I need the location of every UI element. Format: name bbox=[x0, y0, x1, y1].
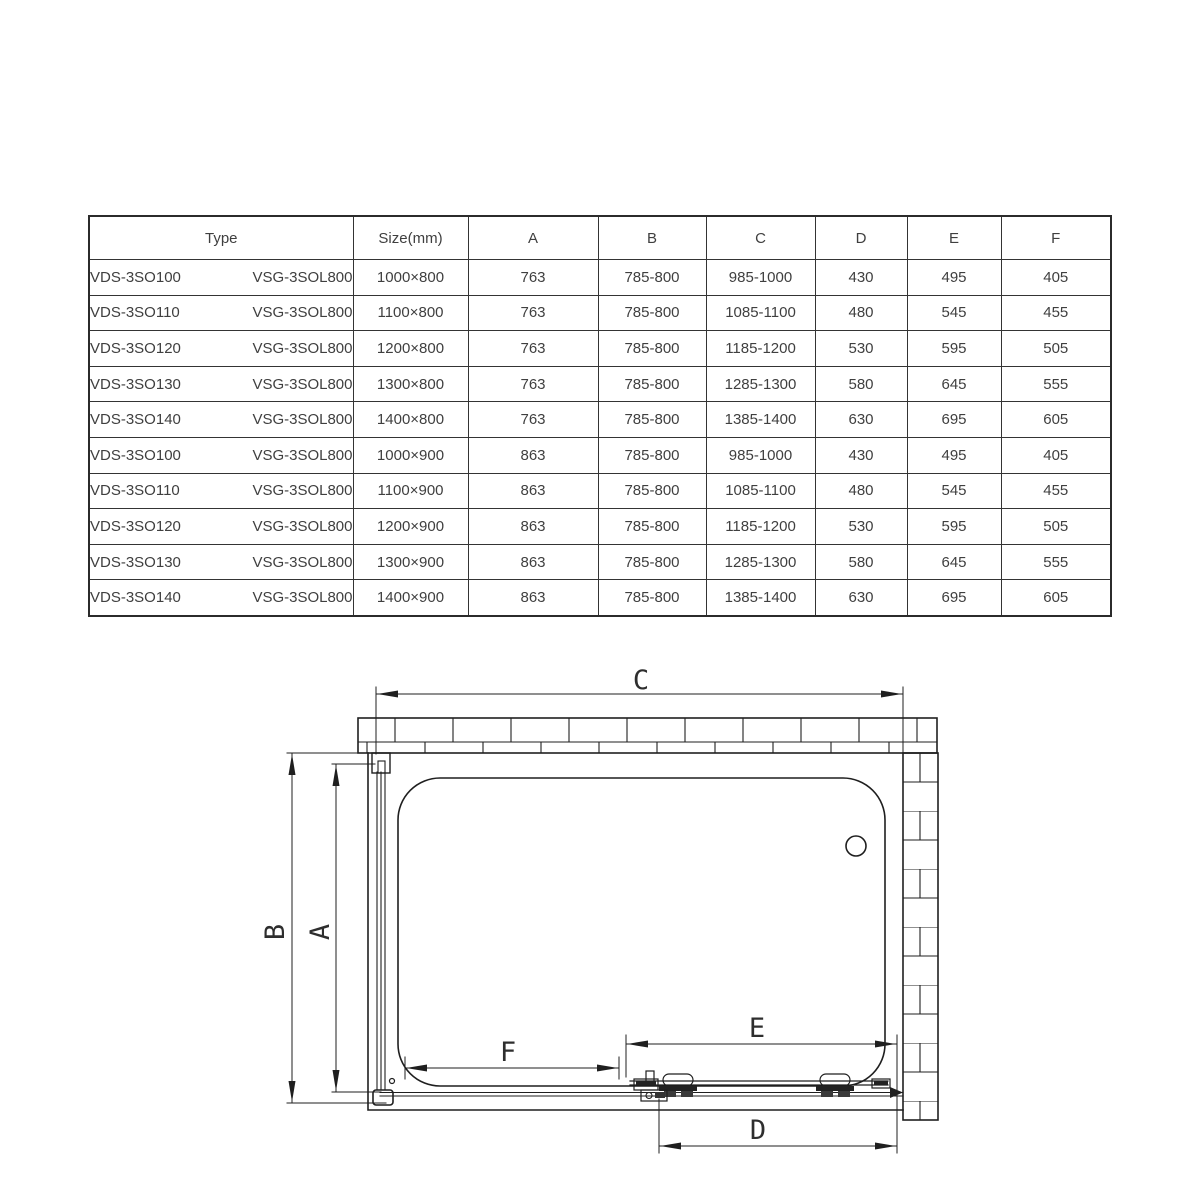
dimension-f bbox=[405, 1037, 619, 1079]
cell-type bbox=[89, 260, 353, 296]
cell-c: 1285-1300 bbox=[706, 366, 815, 402]
cell-type bbox=[89, 402, 353, 438]
spec-table-container bbox=[88, 215, 1110, 617]
cell-f: 455 bbox=[1001, 295, 1111, 331]
cell-d: 580 bbox=[815, 544, 907, 580]
glass-code: VSG-3SOL800 bbox=[252, 446, 353, 464]
model-code: VDS-3SO140 bbox=[90, 411, 181, 429]
cell-b: 785-800 bbox=[598, 331, 706, 367]
cell-e: 695 bbox=[907, 580, 1001, 616]
glass-code: VSG-3SOL800 bbox=[252, 482, 353, 500]
cell-e: 645 bbox=[907, 544, 1001, 580]
glass-code: VSG-3SOL800 bbox=[252, 589, 353, 607]
dimension-a bbox=[305, 764, 381, 1092]
cell-b: 785-800 bbox=[598, 544, 706, 580]
dimension-label-b: B bbox=[260, 923, 291, 941]
col-header-d: D bbox=[815, 216, 907, 260]
table-row bbox=[89, 402, 1111, 438]
cell-d: 430 bbox=[815, 437, 907, 473]
cell-d: 480 bbox=[815, 295, 907, 331]
table-row bbox=[89, 580, 1111, 616]
dimension-label-d: D bbox=[749, 1115, 767, 1146]
cell-c: 1285-1300 bbox=[706, 544, 815, 580]
cell-e: 595 bbox=[907, 331, 1001, 367]
dimension-label-a: A bbox=[305, 923, 336, 941]
cell-e: 545 bbox=[907, 295, 1001, 331]
cell-a: 863 bbox=[468, 544, 598, 580]
model-code: VDS-3SO130 bbox=[90, 375, 181, 393]
model-code: VDS-3SO140 bbox=[90, 589, 181, 607]
cell-f: 605 bbox=[1001, 402, 1111, 438]
cell-f: 455 bbox=[1001, 473, 1111, 509]
cell-size: 1400×900 bbox=[353, 580, 468, 616]
model-code: VDS-3SO110 bbox=[90, 304, 180, 322]
cell-c: 1085-1100 bbox=[706, 295, 815, 331]
cell-a: 763 bbox=[468, 331, 598, 367]
cell-a: 763 bbox=[468, 402, 598, 438]
cell-type bbox=[89, 366, 353, 402]
cell-a: 863 bbox=[468, 580, 598, 616]
table-row bbox=[89, 509, 1111, 545]
cell-type bbox=[89, 509, 353, 545]
table-row bbox=[89, 295, 1111, 331]
dimension-label-e: E bbox=[748, 1013, 766, 1044]
shower-tray bbox=[398, 778, 885, 1086]
cell-c: 1385-1400 bbox=[706, 580, 815, 616]
glass-code: VSG-3SOL800 bbox=[252, 268, 353, 286]
cell-b: 785-800 bbox=[598, 509, 706, 545]
cell-type bbox=[89, 580, 353, 616]
cell-c: 1085-1100 bbox=[706, 473, 815, 509]
door-end-cap bbox=[872, 1079, 903, 1098]
col-header-f: F bbox=[1001, 216, 1111, 260]
col-header-e: E bbox=[907, 216, 1001, 260]
cell-b: 785-800 bbox=[598, 473, 706, 509]
model-code: VDS-3SO100 bbox=[90, 446, 181, 464]
dimension-label-c: C bbox=[632, 665, 650, 696]
fixed-glass-panel bbox=[372, 753, 395, 1105]
col-header-size: Size(mm) bbox=[353, 216, 468, 260]
drain bbox=[846, 836, 866, 856]
model-code: VDS-3SO120 bbox=[90, 339, 181, 357]
cell-c: 985-1000 bbox=[706, 437, 815, 473]
technical-drawing bbox=[0, 650, 1200, 1200]
model-code: VDS-3SO110 bbox=[90, 482, 180, 500]
cell-d: 530 bbox=[815, 331, 907, 367]
cell-f: 405 bbox=[1001, 437, 1111, 473]
glass-code: VSG-3SOL800 bbox=[252, 553, 353, 571]
panel-knob bbox=[390, 1079, 395, 1084]
col-header-a: A bbox=[468, 216, 598, 260]
cell-type bbox=[89, 295, 353, 331]
model-code: VDS-3SO120 bbox=[90, 517, 181, 535]
cell-size: 1100×900 bbox=[353, 473, 468, 509]
cell-a: 763 bbox=[468, 366, 598, 402]
cell-size: 1300×900 bbox=[353, 544, 468, 580]
cell-type bbox=[89, 331, 353, 367]
cell-d: 480 bbox=[815, 473, 907, 509]
cell-type bbox=[89, 544, 353, 580]
cell-f: 405 bbox=[1001, 260, 1111, 296]
glass-code: VSG-3SOL800 bbox=[252, 339, 353, 357]
table-row bbox=[89, 260, 1111, 296]
cell-size: 1200×800 bbox=[353, 331, 468, 367]
cell-size: 1100×800 bbox=[353, 295, 468, 331]
cell-a: 763 bbox=[468, 260, 598, 296]
enclosure-frame bbox=[368, 753, 903, 1110]
cell-a: 863 bbox=[468, 473, 598, 509]
wall-profile-top bbox=[372, 753, 390, 773]
dimension-d bbox=[659, 1099, 896, 1153]
cell-e: 495 bbox=[907, 437, 1001, 473]
cell-f: 605 bbox=[1001, 580, 1111, 616]
cell-size: 1300×800 bbox=[353, 366, 468, 402]
glass-code: VSG-3SOL800 bbox=[252, 304, 353, 322]
cell-a: 763 bbox=[468, 295, 598, 331]
model-code: VDS-3SO130 bbox=[90, 553, 181, 571]
cell-b: 785-800 bbox=[598, 260, 706, 296]
cell-size: 1000×800 bbox=[353, 260, 468, 296]
table-header-row bbox=[89, 216, 1111, 260]
cell-f: 505 bbox=[1001, 509, 1111, 545]
cell-e: 645 bbox=[907, 366, 1001, 402]
table-row bbox=[89, 366, 1111, 402]
cell-d: 430 bbox=[815, 260, 907, 296]
cell-size: 1200×900 bbox=[353, 509, 468, 545]
cell-type bbox=[89, 473, 353, 509]
table-row bbox=[89, 473, 1111, 509]
dimension-label-f: F bbox=[499, 1037, 517, 1068]
cell-e: 695 bbox=[907, 402, 1001, 438]
cell-d: 630 bbox=[815, 580, 907, 616]
cell-a: 863 bbox=[468, 437, 598, 473]
spec-table bbox=[88, 215, 1112, 617]
cell-b: 785-800 bbox=[598, 295, 706, 331]
cell-f: 555 bbox=[1001, 544, 1111, 580]
cell-e: 595 bbox=[907, 509, 1001, 545]
cell-d: 530 bbox=[815, 509, 907, 545]
cell-size: 1000×900 bbox=[353, 437, 468, 473]
side-wall bbox=[903, 753, 938, 1120]
glass-code: VSG-3SOL800 bbox=[252, 375, 353, 393]
col-header-c: C bbox=[706, 216, 815, 260]
cell-d: 580 bbox=[815, 366, 907, 402]
cell-type bbox=[89, 437, 353, 473]
cell-e: 545 bbox=[907, 473, 1001, 509]
door-handle bbox=[646, 1071, 654, 1082]
cell-f: 505 bbox=[1001, 331, 1111, 367]
glass-code: VSG-3SOL800 bbox=[252, 517, 353, 535]
cell-a: 863 bbox=[468, 509, 598, 545]
col-header-type: Type bbox=[89, 216, 353, 260]
technical-drawing-container bbox=[0, 650, 1200, 1200]
cell-b: 785-800 bbox=[598, 437, 706, 473]
table-row bbox=[89, 437, 1111, 473]
cell-c: 1385-1400 bbox=[706, 402, 815, 438]
cell-b: 785-800 bbox=[598, 402, 706, 438]
cell-size: 1400×800 bbox=[353, 402, 468, 438]
cell-e: 495 bbox=[907, 260, 1001, 296]
cell-c: 1185-1200 bbox=[706, 331, 815, 367]
cell-b: 785-800 bbox=[598, 366, 706, 402]
cell-c: 985-1000 bbox=[706, 260, 815, 296]
col-header-b: B bbox=[598, 216, 706, 260]
cell-f: 555 bbox=[1001, 366, 1111, 402]
table-row bbox=[89, 331, 1111, 367]
table-row bbox=[89, 544, 1111, 580]
cell-c: 1185-1200 bbox=[706, 509, 815, 545]
cell-b: 785-800 bbox=[598, 580, 706, 616]
cell-d: 630 bbox=[815, 402, 907, 438]
glass-code: VSG-3SOL800 bbox=[252, 411, 353, 429]
model-code: VDS-3SO100 bbox=[90, 268, 181, 286]
top-wall bbox=[358, 718, 937, 753]
